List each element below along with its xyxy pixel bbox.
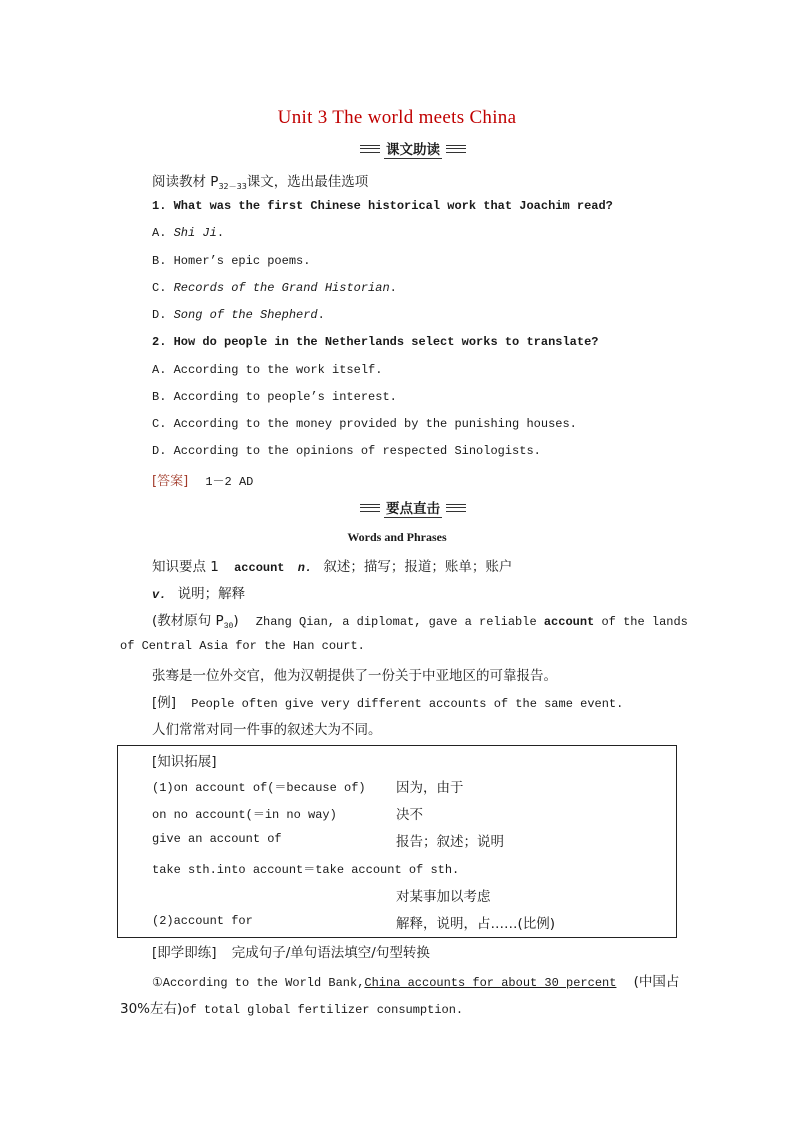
answer-line [152, 470, 253, 489]
point-tag: 知识要点 1 [152, 559, 219, 575]
question-1-option-d: D. Song of the Shepherd. [152, 308, 325, 322]
question-2-stem: 2. How do people in the Netherlands select works to translate? [152, 335, 599, 349]
question-2-option-d: D. According to the opinions of respected Sinologists. [152, 444, 541, 458]
question-1-option-b: B. Homer’s epic poems. [152, 254, 311, 268]
question-2-option-b: B. According to people’s interest. [152, 390, 397, 404]
page-title: Unit 3 The world meets China [277, 107, 517, 128]
section-subtitle: Words and Phrases [347, 530, 447, 544]
practice-answer: China accounts for about 30 percent [364, 976, 617, 990]
question-1-stem: 1. What was the first Chinese historical work that Joachim read? [152, 199, 613, 213]
question-1-option-c: C. Records of the Grand Historian. [152, 281, 397, 295]
question-2-option-c: C. According to the money provided by the punishing houses. [152, 417, 577, 431]
extension-row-en: (2)account for [152, 914, 253, 928]
extension-row-en: give an account of [152, 832, 282, 846]
section-banner-reading-guide: 课文助读 [360, 138, 466, 159]
extension-row-cn: 对某事加以考虑 [396, 889, 491, 905]
extension-row-cn: 报告；叙述；说明 [396, 834, 504, 850]
example-translation: 人们常常对同一件事的叙述大为不同。 [152, 722, 382, 738]
extension-row-cn: 解释，说明，占……(比例) [396, 916, 556, 932]
answer-tag: [答案] [152, 474, 189, 489]
practice-heading: [即学即练] 完成句子/单句语法填空/句型转换 [152, 945, 430, 961]
original-sentence-line2: of Central Asia for the Han court. [120, 639, 365, 653]
section-banner-key-points: 要点直击 [360, 497, 466, 518]
answer-text: 1－2 AD [205, 475, 254, 489]
point-word: account [234, 561, 285, 575]
question-1-option-a: A. Shi Ji. [152, 226, 225, 240]
extension-row-cn: 决不 [396, 807, 423, 823]
question-2-option-a: A. According to the work itself. [152, 363, 383, 377]
extension-row-en: take sth.into account＝take account of sth. [152, 863, 460, 877]
extension-row-en: (1)on account of(＝because of) [152, 781, 366, 795]
knowledge-point-1: 知识要点 1 account n. 叙述；描写；报道；账单；账户 [152, 559, 513, 575]
practice-item-1: ①According to the World Bank,China accounts for about 30 percent (中国占 [152, 974, 680, 990]
example-sentence: [例] People often give very different accounts of the same event. [152, 695, 624, 711]
extension-tag: [知识拓展] [152, 754, 217, 770]
practice-item-1-line2: 30%左右)of total global fertilizer consumption. [120, 1001, 464, 1017]
original-sentence: (教材原句 $P_{30}$) Zhang Qian, a diplomat, gave a reliable account of the lands [152, 613, 688, 631]
extension-row-en: on no account(＝in no way) [152, 808, 337, 822]
verb-meaning: v. 说明；解释 [152, 586, 246, 602]
extension-row-cn: 因为，由于 [396, 780, 464, 796]
reading-instruction: 阅读教材 $P_{32-33}$课文，选出最佳选项 [152, 174, 369, 191]
original-translation: 张骞是一位外交官，他为汉朝提供了一份关于中亚地区的可靠报告。 [152, 668, 557, 684]
knowledge-extension-box [117, 745, 677, 938]
